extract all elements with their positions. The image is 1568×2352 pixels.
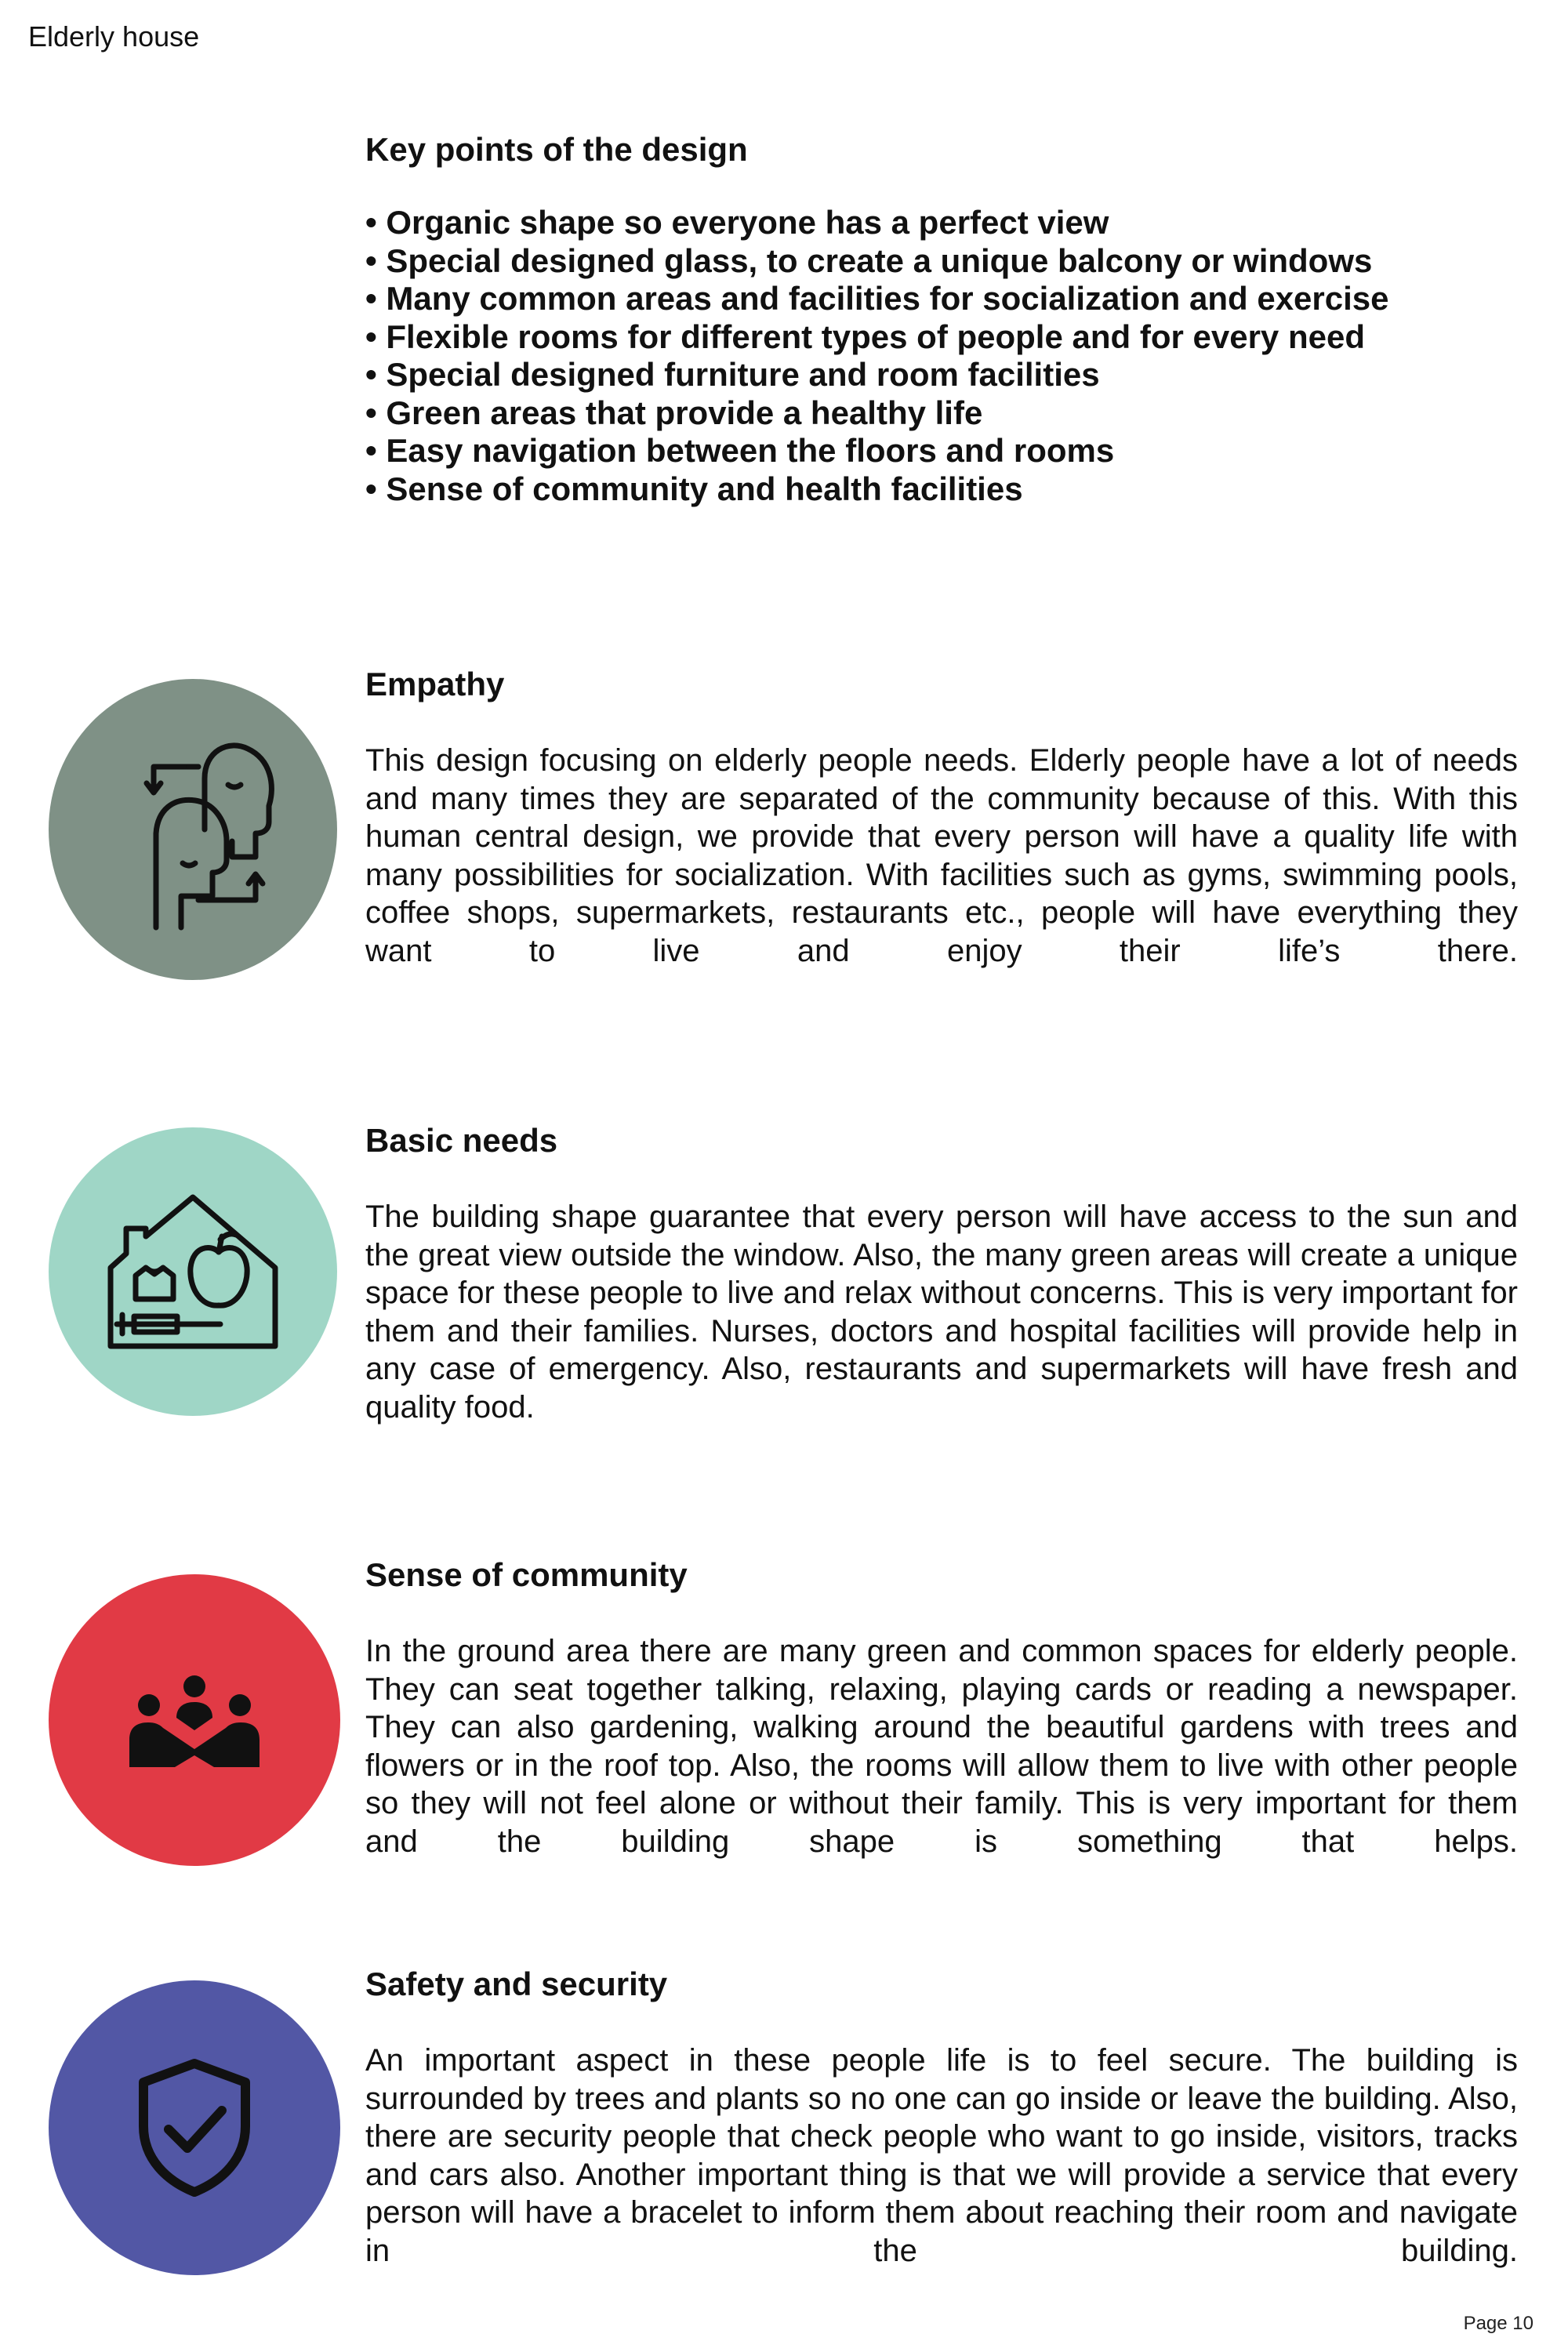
empathy-faces-icon [95,731,291,927]
section-body-empathy: This design focusing on elderly people needs. Elderly people have a lot of needs and many times they are separated of the community because of this. With this human central design, we provide that every person will have a quality life with many possibilities for socialization. With facilities such as gyms, swimming pools, coffee shops, supermarkets, restaurants etc., people will have everything they want to live and enjoy their life’s there. [365,743,1518,968]
key-points-block [365,130,1526,508]
basic-needs-circle [49,1127,337,1416]
key-point-item: • Sense of community and health facilities [365,470,1526,509]
section-body-safety: An important aspect in these people life is to feel secure. The building is surrounded by trees and plants so no one can go inside or leave the building. Also, there are security people that check people who want to go inside, visitors, tracks and cars also. Another important thing is that we will provide a service that every person will have a bracelet to inform them about reaching their room and navigate in the building. [365,2043,1518,2268]
safety-circle [49,1980,340,2275]
page-number: Page 10 [1463,2313,1534,2334]
community-people-icon [128,1669,261,1771]
document-header-title: Elderly house [28,20,200,53]
key-point-item: • Special designed glass, to create a unique balcony or windows [365,242,1526,281]
key-points-list [365,204,1526,508]
section-title-empathy: Empathy [365,666,505,702]
key-point-item: • Special designed furniture and room facilities [365,356,1526,394]
key-point-item: • Many common areas and facilities for socialization and exercise [365,280,1526,318]
key-points-heading: Key points of the design [365,131,748,168]
key-point-item: • Flexible rooms for different types of people and for every need [365,318,1526,357]
house-needs-icon [103,1181,283,1362]
section-body-basic-needs: The building shape guarantee that every person will have access to the sun and the great view outside the window. Also, the many green areas will create a unique space for these people to live and relax without concerns. This is very important for them and their families. Nurses, doctors and hospital facilities will provide help in any case of emergency. Also, restaurants and supermarkets will have fresh and quality food. [365,1200,1518,1425]
community-circle [49,1574,340,1866]
section-title-safety: Safety and security [365,1965,668,2002]
section-body-community: In the ground area there are many green and common spaces for elderly people. They can seat together talking, relaxing, playing cards or reading a newspaper. They can also gardening, walking around the beautiful gardens with trees and flowers or in the roof top. Also, the rooms will allow them to live with other people so they will not feel alone or without their family. This is very important for them and the building shape is something that helps. [365,1634,1518,1859]
empathy-circle [49,679,337,980]
shield-check-icon [136,2057,253,2198]
key-point-item: • Organic shape so everyone has a perfect view [365,204,1526,242]
key-point-item: • Green areas that provide a healthy life [365,394,1526,433]
section-title-basic-needs: Basic needs [365,1122,558,1159]
section-title-community: Sense of community [365,1556,688,1593]
key-point-item: • Easy navigation between the floors and rooms [365,432,1526,470]
